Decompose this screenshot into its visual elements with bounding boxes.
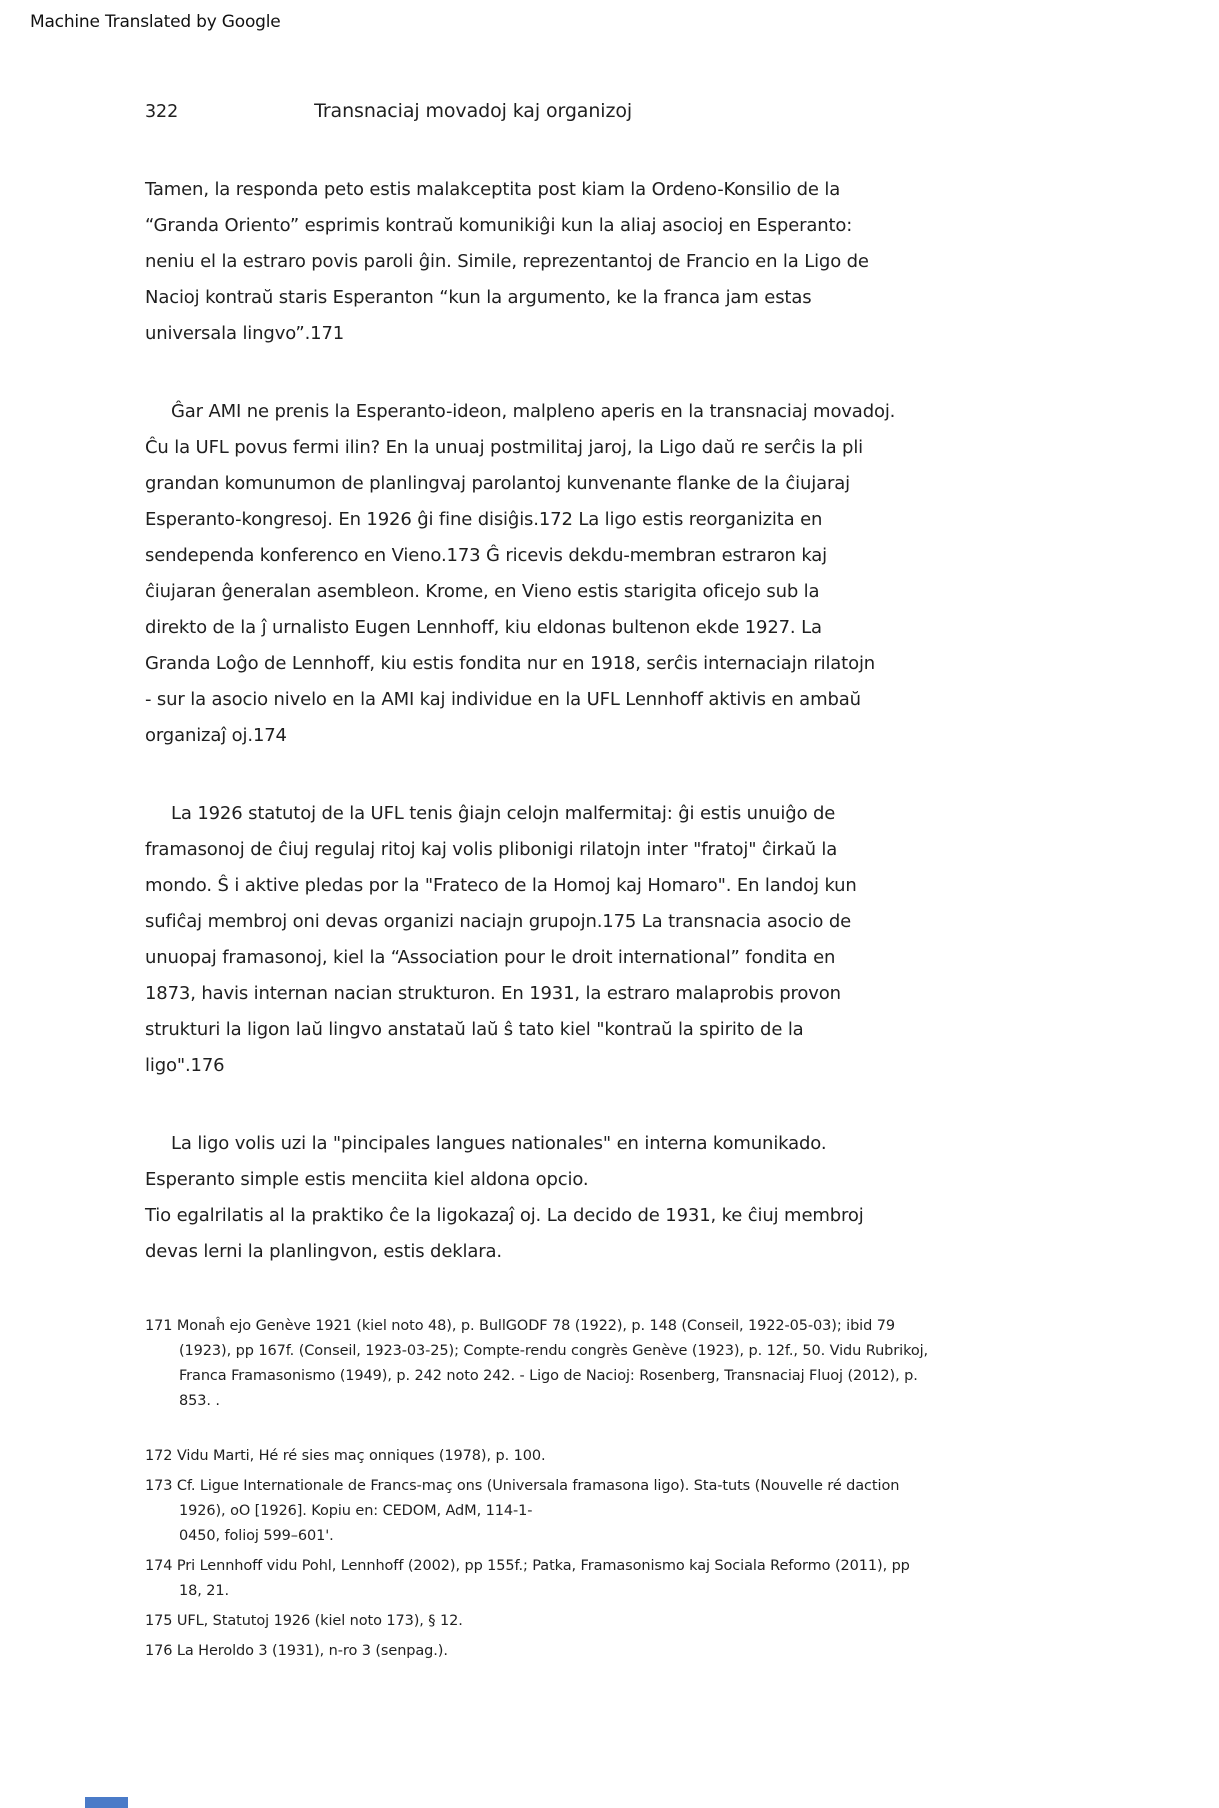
text-line: Esperanto-kongresoj. En 1926 ĝi fine disiĝis.172 La ligo estis reorganizita en [145, 509, 823, 530]
paragraph [145, 1126, 1219, 1270]
footnote [145, 1554, 1219, 1604]
page-header [145, 100, 1219, 122]
text-line: unuopaj framasonoj, kiel la “Association pour le droit international” fondita en [145, 947, 836, 968]
text-line: neniu el la estraro povis paroli ĝin. Simile, reprezentantoj de Francio en la Ligo de [145, 251, 869, 272]
text-line: 18, 21. [179, 1583, 230, 1599]
text-line: sendependa konferenco en Vieno.173 Ĝ ricevis dekdu-membran estraron kaj [145, 545, 828, 566]
text-line: Franca Framasonismo (1949), p. 242 noto 242. - Ligo de Nacioj: Rosenberg, Transnaciaj Fluoj (2012), p. [179, 1368, 918, 1384]
paragraph [145, 394, 1219, 754]
text-line: Tio egalrilatis al la praktiko ĉe la ligokazaĵ oj. La decido de 1931, ke ĉiuj membroj [145, 1205, 864, 1226]
text-line: ligo".176 [145, 1055, 225, 1076]
text-line: Granda Loĝo de Lennhoff, kiu estis fondita nur en 1918, serĉis internaciajn rilatojn [145, 653, 876, 674]
text-line: La ligo volis uzi la "pincipales langues nationales" en interna komunikado. [171, 1133, 827, 1154]
text-line: Tamen, la responda peto estis malakceptita post kiam la Ordeno-Konsilio de la [145, 179, 841, 200]
paragraph [145, 796, 1219, 1084]
text-line: 173 Cf. Ligue Internationale de Francs-maç ons (Universala framasona ligo). Sta-tuts (Nouvelle ré daction [145, 1478, 900, 1494]
text-line: La 1926 statutoj de la UFL tenis ĝiajn celojn malfermitaj: ĝi estis unuiĝo de [171, 803, 836, 824]
footnote [145, 1314, 1219, 1414]
text-line: 176 La Heroldo 3 (1931), n-ro 3 (senpag.). [145, 1643, 448, 1659]
footnote [145, 1444, 1219, 1469]
text-line: organizaĵ oj.174 [145, 725, 287, 746]
body-text [145, 172, 1219, 1270]
text-line: mondo. Ŝ i aktive pledas por la "Frateco de la Homoj kaj Homaro". En landoj kun [145, 875, 857, 896]
text-line: Esperanto simple estis menciita kiel aldona opcio. [145, 1169, 589, 1190]
machine-translated-banner: Machine Translated by Google [30, 12, 281, 32]
footnote [145, 1609, 1219, 1634]
text-line: framasonoj de ĉiuj regulaj ritoj kaj volis plibonigi rilatojn inter "fratoj" ĉirkaŭ la [145, 839, 838, 860]
text-line: 0450, folioj 599–601'. [179, 1528, 334, 1544]
page-title: Transnaciaj movadoj kaj organizoj [314, 100, 633, 122]
footnotes [145, 1314, 1219, 1664]
text-line: 853. . [179, 1393, 220, 1409]
text-line: “Granda Oriento” esprimis kontraŭ komunikiĝi kun la aliaj asocioj en Esperanto: [145, 215, 853, 236]
text-line: Nacioj kontraŭ staris Esperanton “kun la argumento, ke la franca jam estas [145, 287, 812, 308]
text-line: grandan komunumon de planlingvaj parolantoj kunvenante flanke de la ĉiujaraj [145, 473, 850, 494]
text-line: ĉiujaran ĝeneralan asembleon. Krome, en Vieno estis starigita oficejo sub la [145, 581, 820, 602]
text-line: (1923), pp 167f. (Conseil, 1923-03-25); Compte-rendu congrès Genève (1923), p. 12f., 50. Vidu Rubrikoj, [179, 1343, 929, 1359]
text-line: Ĝar AMI ne prenis la Esperanto-ideon, malpleno aperis en la transnaciaj movadoj. [171, 401, 896, 422]
text-line: 175 UFL, Statutoj 1926 (kiel noto 173), § 12. [145, 1613, 463, 1629]
text-line: devas lerni la planlingvon, estis deklara. [145, 1241, 502, 1262]
text-line: - sur la asocio nivelo en la AMI kaj individue en la UFL Lennhoff aktivis en ambaŭ [145, 689, 861, 710]
text-line: sufiĉaj membroj oni devas organizi naciajn grupojn.175 La transnacia asocio de [145, 911, 852, 932]
text-line: 172 Vidu Marti, Hé ré sies maç onniques (1978), p. 100. [145, 1448, 546, 1464]
paragraph [145, 172, 1219, 352]
text-line: 1873, havis internan nacian strukturon. En 1931, la estraro malaprobis provon [145, 983, 841, 1004]
footnote [145, 1639, 1219, 1664]
selection-artifact [85, 1797, 128, 1808]
page-number: 322 [145, 102, 179, 122]
text-line: Ĉu la UFL povus fermi ilin? En la unuaj postmilitaj jaroj, la Ligo daŭ re serĉis la pli [145, 437, 864, 458]
text-line: strukturi la ligon laŭ lingvo anstataŭ laŭ ŝ tato kiel "kontraŭ la spirito de la [145, 1019, 804, 1040]
footnote [145, 1474, 1219, 1549]
text-line: 171 Monaĥ ejo Genève 1921 (kiel noto 48), p. BullGODF 78 (1922), p. 148 (Conseil, 1922-05-03); ibid 79 [145, 1318, 895, 1334]
text-line: universala lingvo”.171 [145, 323, 345, 344]
text-line: direkto de la ĵ urnalisto Eugen Lennhoff, kiu eldonas bultenon ekde 1927. La [145, 617, 822, 638]
text-line: 1926), oO [1926]. Kopiu en: CEDOM, AdM, 114-1- [179, 1503, 533, 1519]
text-line: 174 Pri Lennhoff vidu Pohl, Lennhoff (2002), pp 155f.; Patka, Framasonismo kaj Sociala Reformo (2011), pp [145, 1558, 910, 1574]
